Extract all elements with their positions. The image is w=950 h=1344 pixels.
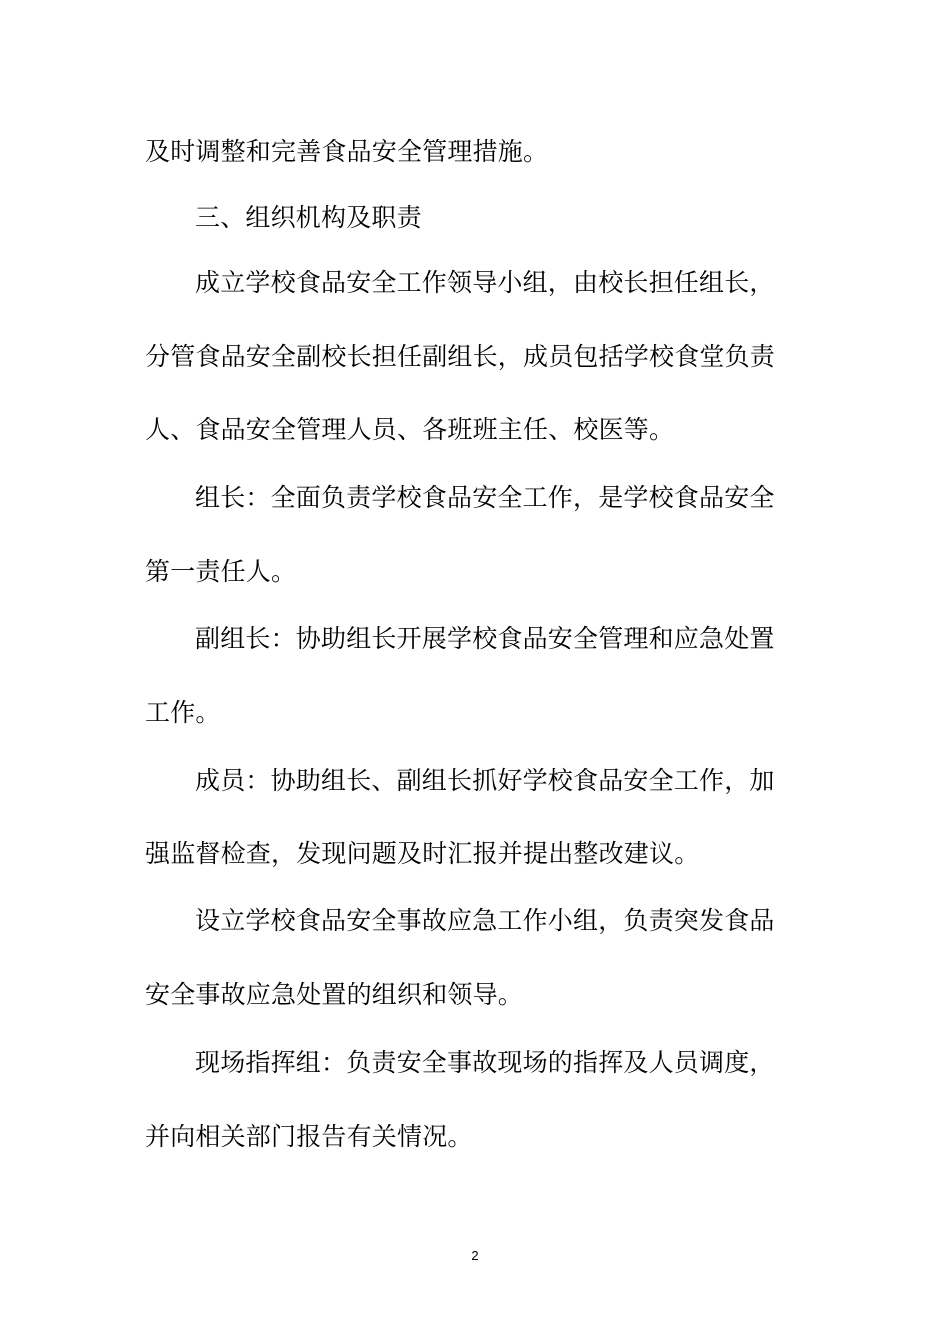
text-line: 强监督检查，发现问题及时汇报并提出整改建议。 [145,839,700,868]
text-line: 及时调整和完善食品安全管理措施。 [145,137,549,166]
text-line: 副组长：协助组长开展学校食品安全管理和应急处置 [195,624,775,653]
text-line: 现场指挥组：负责安全事故现场的指挥及人员调度， [195,1048,775,1077]
section-heading: 三、组织机构及职责 [195,203,422,232]
text-line: 设立学校食品安全事故应急工作小组，负责突发食品 [195,906,775,935]
text-line: 第一责任人。 [145,557,297,586]
text-line: 成员：协助组长、副组长抓好学校食品安全工作，加 [195,766,775,795]
text-line: 分管食品安全副校长担任副组长，成员包括学校食堂负责 [145,342,776,371]
text-line: 并向相关部门报告有关情况。 [145,1122,473,1151]
page-number: 2 [471,1248,479,1263]
text-line: 组长：全面负责学校食品安全工作，是学校食品安全 [195,483,775,512]
text-line: 安全事故应急处置的组织和领导。 [145,980,524,1009]
text-line: 人、食品安全管理人员、各班班主任、校医等。 [145,415,675,444]
text-line: 工作。 [145,698,221,727]
text-line: 成立学校食品安全工作领导小组，由校长担任组长， [195,268,775,297]
